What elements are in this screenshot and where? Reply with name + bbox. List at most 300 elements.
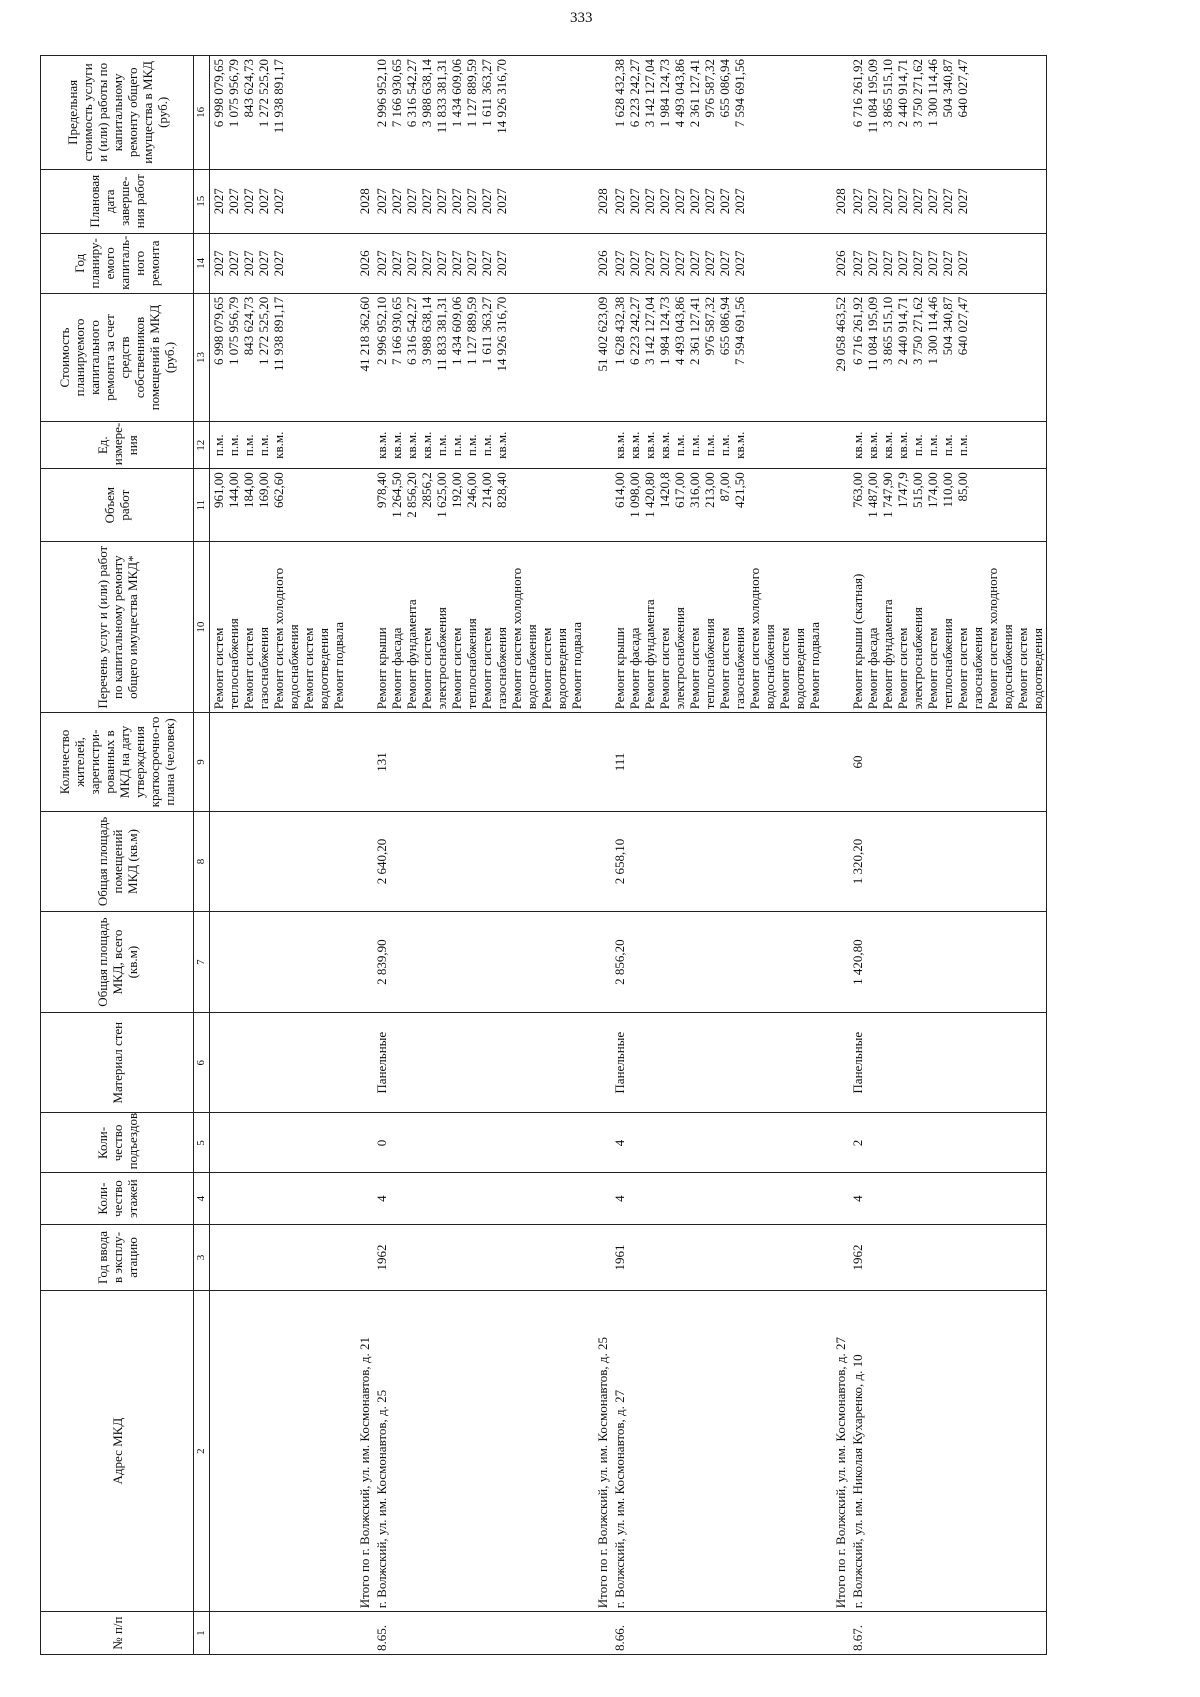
column-number: 8 <box>194 811 210 912</box>
work-volume: 614,00 <box>612 472 627 509</box>
work-limit: 14 926 316,70 <box>494 59 509 134</box>
work-cost: 655 086,94 <box>717 296 732 356</box>
commission-year: 1962 <box>373 1224 585 1290</box>
empty-cell <box>823 1173 849 1224</box>
empty-cell <box>823 1612 849 1655</box>
work-unit: п.м. <box>910 434 925 457</box>
work-unit: п.м. <box>211 434 226 457</box>
empty-cell <box>347 1224 373 1290</box>
wall-material: Панельные <box>611 1012 823 1113</box>
empty-cell <box>347 1612 373 1655</box>
work-work: Ремонт систем теплоснабжения <box>449 618 479 710</box>
column-header: Перечень услуг и (или) работ по капитальному ремонту общего имущества МКД* <box>41 542 194 713</box>
work-end: 2027 <box>955 188 970 215</box>
wall-material: Панельные <box>849 1012 1047 1113</box>
work-unit: кв.м. <box>850 431 865 459</box>
work-work: Ремонт систем водоотведения <box>301 627 331 710</box>
volume-cell <box>210 469 348 542</box>
work-work: Ремонт крыши <box>374 627 389 710</box>
work-end: 2027 <box>850 188 865 215</box>
end-date-cell <box>849 169 1047 233</box>
work-work: Ремонт систем холодного водоснабжения <box>509 567 539 710</box>
work-work: Ремонт систем электроснабжения <box>895 607 925 710</box>
work-unit: кв.м. <box>612 431 627 459</box>
work-volume: 1 487,00 <box>865 472 880 518</box>
work-year: 2027 <box>925 250 940 277</box>
work-cost: 3 750 271,62 <box>910 296 925 366</box>
work-cost: 6 998 079,65 <box>211 296 226 366</box>
work-work: Ремонт систем теплоснабжения <box>687 618 717 710</box>
work-end: 2027 <box>256 188 271 215</box>
work-year: 2027 <box>241 250 256 277</box>
empty-cell <box>347 56 373 170</box>
empty-cell <box>585 422 611 469</box>
empty-cell <box>823 1224 849 1290</box>
empty-cell <box>210 912 348 1013</box>
work-limit: 11 938 891,17 <box>271 59 286 134</box>
work-year: 2027 <box>211 250 226 277</box>
work-unit: п.м. <box>940 434 955 457</box>
column-number: 15 <box>194 169 210 233</box>
work-cost: 11 084 195,09 <box>865 296 880 372</box>
work-unit: кв.м. <box>732 431 747 459</box>
column-header: Количество жителей, зарегистри-рованных в МКД на дату утверждения краткосрочно-го плана (человек) <box>41 713 194 811</box>
empty-cell <box>347 1012 373 1113</box>
work-year: 2027 <box>687 250 702 277</box>
table-row <box>849 56 1047 1655</box>
work-volume: 192,00 <box>449 472 464 509</box>
limit-cost-cell <box>210 56 348 170</box>
residents: 131 <box>373 713 585 811</box>
work-limit: 3 865 515,10 <box>880 59 895 128</box>
work-work: Ремонт крыши <box>612 627 627 710</box>
residents: 111 <box>611 713 823 811</box>
work-unit: п.м. <box>717 434 732 457</box>
work-volume: 246,00 <box>464 472 479 509</box>
unit-cell <box>611 422 823 469</box>
work-volume: 1420,8 <box>657 472 672 509</box>
work-end: 2027 <box>612 188 627 215</box>
work-year: 2027 <box>895 250 910 277</box>
empty-cell <box>823 422 849 469</box>
work-cost: 843 624,73 <box>241 296 256 356</box>
column-number: 16 <box>194 56 210 170</box>
work-cost: 2 996 952,10 <box>374 296 389 366</box>
work-cost: 640 027,47 <box>955 296 970 356</box>
empty-cell <box>823 1113 849 1173</box>
work-limit: 1 611 363,27 <box>479 59 494 127</box>
entrances: 0 <box>373 1113 585 1173</box>
column-number: 12 <box>194 422 210 469</box>
empty-cell <box>585 1012 611 1113</box>
column-number: 13 <box>194 293 210 421</box>
work-limit: 1 434 609,06 <box>449 59 464 128</box>
work-end: 2027 <box>419 188 434 215</box>
row-number: 8.66. <box>611 1612 823 1655</box>
total-cost: 29 058 463,52 <box>823 293 849 421</box>
column-number: 14 <box>194 233 210 293</box>
work-volume: 184,00 <box>241 472 256 509</box>
work-limit: 1 628 432,38 <box>612 59 627 128</box>
works-cell <box>849 542 1047 713</box>
work-end: 2027 <box>657 188 672 215</box>
work-year: 2027 <box>226 250 241 277</box>
work-unit: п.м. <box>955 434 970 457</box>
work-year: 2027 <box>389 250 404 277</box>
work-end: 2027 <box>865 188 880 215</box>
empty-cell <box>585 1612 611 1655</box>
work-volume: 978,40 <box>374 472 389 509</box>
work-end: 2027 <box>271 188 286 215</box>
work-end: 2027 <box>389 188 404 215</box>
work-unit: кв.м. <box>389 431 404 459</box>
work-cost: 6 316 542,27 <box>404 296 419 366</box>
empty-cell <box>585 811 611 912</box>
work-unit: кв.м. <box>374 431 389 459</box>
work-limit: 11 084 195,09 <box>865 59 880 134</box>
work-cost: 3 865 515,10 <box>880 296 895 366</box>
work-end: 2027 <box>642 188 657 215</box>
work-volume: 316,00 <box>687 472 702 509</box>
empty-cell <box>347 469 373 542</box>
volume-cell <box>373 469 585 542</box>
empty-cell <box>347 422 373 469</box>
work-unit: кв.м. <box>419 431 434 459</box>
empty-cell <box>347 912 373 1013</box>
column-header: Объем работ <box>41 469 194 542</box>
work-cost: 1 127 889,59 <box>464 296 479 366</box>
empty-cell <box>823 469 849 542</box>
empty-cell <box>347 1173 373 1224</box>
work-year: 2027 <box>642 250 657 277</box>
work-cost: 1 984 124,73 <box>657 296 672 366</box>
work-cost: 3 988 638,14 <box>419 296 434 366</box>
work-year: 2027 <box>940 250 955 277</box>
column-header: Общая площадь МКД, всего (кв.м) <box>41 912 194 1013</box>
work-work: Ремонт фасада <box>627 627 642 710</box>
empty-cell <box>585 1113 611 1173</box>
total-label: Итого по г. Волжский, ул. им. Космонавтов, д. 21 <box>347 1291 373 1612</box>
work-volume: 1 747,90 <box>880 472 895 518</box>
limit-cost-cell <box>373 56 585 170</box>
work-year: 2027 <box>612 250 627 277</box>
total-year: 2026 <box>347 233 373 293</box>
empty-cell <box>585 912 611 1013</box>
work-year: 2027 <box>627 250 642 277</box>
work-cost: 976 587,32 <box>702 296 717 356</box>
empty-cell <box>823 713 849 811</box>
work-work: Ремонт систем газоснабжения <box>717 627 747 710</box>
work-limit: 6 998 079,65 <box>211 59 226 128</box>
work-volume: 1 625,00 <box>434 472 449 518</box>
work-limit: 3 988 638,14 <box>419 59 434 128</box>
total-area: 1 420,80 <box>849 912 1047 1013</box>
work-end: 2027 <box>732 188 747 215</box>
column-header: № п/п <box>41 1612 194 1655</box>
work-work: Ремонт систем холодного водоснабжения <box>747 567 777 710</box>
work-year: 2027 <box>850 250 865 277</box>
column-number: 4 <box>194 1173 210 1224</box>
end-date-cell <box>611 169 823 233</box>
work-end: 2027 <box>627 188 642 215</box>
floors: 4 <box>611 1173 823 1224</box>
total-area: 2 839,90 <box>373 912 585 1013</box>
total-cost: 41 218 362,60 <box>347 293 373 421</box>
cost-cell <box>373 293 585 421</box>
work-volume: 1747,9 <box>895 472 910 509</box>
work-work: Ремонт систем теплоснабжения <box>925 618 955 710</box>
column-header: Год ввода в эксплу-атацию <box>41 1224 194 1290</box>
work-cost: 504 340,87 <box>940 296 955 356</box>
work-cost: 4 493 043,86 <box>672 296 687 366</box>
column-number: 2 <box>194 1291 210 1612</box>
wall-material: Панельные <box>373 1012 585 1113</box>
work-limit: 2 996 952,10 <box>374 59 389 128</box>
year-cell <box>373 233 585 293</box>
empty-cell <box>210 1612 348 1655</box>
row-number: 8.65. <box>373 1612 585 1655</box>
work-volume: 961,00 <box>211 472 226 509</box>
work-volume: 169,00 <box>256 472 271 509</box>
work-limit: 655 086,94 <box>717 59 732 118</box>
work-unit: п.м. <box>449 434 464 457</box>
empty-cell <box>210 1173 348 1224</box>
work-cost: 7 166 930,65 <box>389 296 404 366</box>
work-year: 2027 <box>657 250 672 277</box>
work-end: 2027 <box>925 188 940 215</box>
work-volume: 515,00 <box>910 472 925 509</box>
limit-cost-cell <box>849 56 1047 170</box>
work-volume: 662,60 <box>271 472 286 509</box>
column-header: Общая площадь помещений МКД (кв.м) <box>41 811 194 912</box>
table-row <box>373 56 585 1655</box>
work-work: Ремонт систем газоснабжения <box>241 627 271 710</box>
work-year: 2027 <box>256 250 271 277</box>
total-year: 2026 <box>585 233 611 293</box>
column-header: Материал стен <box>41 1012 194 1113</box>
work-unit: п.м. <box>434 434 449 457</box>
work-unit: п.м. <box>925 434 940 457</box>
work-limit: 2 361 127,41 <box>687 59 702 128</box>
work-work: Ремонт систем газоснабжения <box>479 627 509 710</box>
work-volume: 828,40 <box>494 472 509 509</box>
work-work: Ремонт подвала <box>331 622 346 710</box>
work-end: 2027 <box>702 188 717 215</box>
work-limit: 3 142 127,04 <box>642 59 657 128</box>
column-header: Предельная стоимость услуги и (или) работы по капитальному ремонту общего имущества в МКД (руб.) <box>41 56 194 170</box>
work-unit: п.м. <box>479 434 494 457</box>
work-cost: 3 142 127,04 <box>642 296 657 366</box>
column-number: 9 <box>194 713 210 811</box>
work-volume: 1 420,80 <box>642 472 657 518</box>
work-unit: кв.м. <box>657 431 672 459</box>
column-number: 11 <box>194 469 210 542</box>
works-cell <box>373 542 585 713</box>
column-number: 1 <box>194 1612 210 1655</box>
work-year: 2027 <box>449 250 464 277</box>
empty-cell <box>585 1173 611 1224</box>
work-unit: кв.м. <box>271 431 286 459</box>
work-unit: п.м. <box>241 434 256 457</box>
work-year: 2027 <box>672 250 687 277</box>
commission-year: 1961 <box>611 1224 823 1290</box>
work-unit: кв.м. <box>404 431 419 459</box>
column-header: Стоимость планируемого капитального ремонта за счет средств собственников помещений в МКД (руб.) <box>41 293 194 421</box>
work-limit: 843 624,73 <box>241 59 256 118</box>
empty-cell <box>347 542 373 713</box>
capital-repair-table <box>40 55 1047 1655</box>
work-end: 2027 <box>717 188 732 215</box>
empty-cell <box>823 1012 849 1113</box>
work-year: 2027 <box>880 250 895 277</box>
work-limit: 11 833 381,31 <box>434 59 449 134</box>
work-end: 2027 <box>449 188 464 215</box>
floors: 4 <box>849 1173 1047 1224</box>
column-number: 5 <box>194 1113 210 1173</box>
total-year: 2026 <box>823 233 849 293</box>
work-cost: 1 628 432,38 <box>612 296 627 366</box>
work-limit: 6 223 242,27 <box>627 59 642 128</box>
cost-cell <box>849 293 1047 421</box>
work-volume: 421,50 <box>732 472 747 509</box>
work-unit: п.м. <box>672 434 687 457</box>
total-end: 2028 <box>347 169 373 233</box>
row-number: 8.67. <box>849 1612 1047 1655</box>
work-end: 2027 <box>241 188 256 215</box>
total-end: 2028 <box>823 169 849 233</box>
work-year: 2027 <box>955 250 970 277</box>
column-header: Коли-чество этажей <box>41 1173 194 1224</box>
works-cell <box>210 542 348 713</box>
work-limit: 976 587,32 <box>702 59 717 118</box>
column-number: 3 <box>194 1224 210 1290</box>
work-work: Ремонт систем холодного водоснабжения <box>271 567 301 710</box>
work-end: 2027 <box>479 188 494 215</box>
table-row <box>611 56 823 1655</box>
volume-cell <box>611 469 823 542</box>
work-work: Ремонт систем водоотведения <box>539 627 569 710</box>
column-header: Адрес МКД <box>41 1291 194 1612</box>
work-year: 2027 <box>732 250 747 277</box>
work-year: 2027 <box>271 250 286 277</box>
address: г. Волжский, ул. им. Космонавтов, д. 25 <box>373 1291 585 1612</box>
entrances: 4 <box>611 1113 823 1173</box>
work-work: Ремонт крыши (скатная) <box>850 573 865 710</box>
rooms-area: 2 640,20 <box>373 811 585 912</box>
limit-cost-cell <box>611 56 823 170</box>
works-cell <box>611 542 823 713</box>
work-limit: 6 316 542,27 <box>404 59 419 128</box>
empty-cell <box>585 713 611 811</box>
column-number: 10 <box>194 542 210 713</box>
page-number: 333 <box>570 10 593 26</box>
work-work: Ремонт систем газоснабжения <box>955 627 985 710</box>
work-cost: 6 716 261,92 <box>850 296 865 366</box>
empty-cell <box>210 1291 348 1612</box>
work-limit: 2 440 914,71 <box>895 59 910 128</box>
work-cost: 14 926 316,70 <box>494 296 509 372</box>
work-volume: 2856,2 <box>419 472 434 509</box>
column-number: 6 <box>194 1012 210 1113</box>
empty-cell <box>347 713 373 811</box>
work-limit: 7 594 691,56 <box>732 59 747 128</box>
work-work: Ремонт подвала <box>807 622 822 710</box>
work-cost: 1 434 609,06 <box>449 296 464 366</box>
work-work: Ремонт систем электроснабжения <box>419 607 449 710</box>
work-work: Ремонт фундамента <box>642 599 657 710</box>
work-work: Ремонт систем теплоснабжения <box>211 618 241 710</box>
work-cost: 2 440 914,71 <box>895 296 910 366</box>
cost-cell <box>611 293 823 421</box>
work-volume: 1 098,00 <box>627 472 642 518</box>
work-unit: кв.м. <box>627 431 642 459</box>
empty-cell <box>347 1113 373 1173</box>
column-number: 7 <box>194 912 210 1013</box>
work-volume: 144,00 <box>226 472 241 509</box>
work-end: 2027 <box>494 188 509 215</box>
work-cost: 6 223 242,27 <box>627 296 642 366</box>
work-volume: 1 264,50 <box>389 472 404 518</box>
work-work: Ремонт фасада <box>865 627 880 710</box>
total-label: Итого по г. Волжский, ул. им. Космонавтов, д. 27 <box>823 1291 849 1612</box>
empty-cell <box>210 1224 348 1290</box>
empty-cell <box>585 56 611 170</box>
work-unit: п.м. <box>256 434 271 457</box>
work-volume: 763,00 <box>850 472 865 509</box>
work-volume: 85,00 <box>955 472 970 502</box>
work-cost: 2 361 127,41 <box>687 296 702 366</box>
work-end: 2027 <box>940 188 955 215</box>
empty-cell <box>585 469 611 542</box>
empty-cell <box>823 542 849 713</box>
year-cell <box>611 233 823 293</box>
rotated-table-container <box>40 55 1140 1655</box>
commission-year: 1962 <box>849 1224 1047 1290</box>
entrances: 2 <box>849 1113 1047 1173</box>
work-cost: 11 833 381,31 <box>434 296 449 372</box>
rooms-area: 1 320,20 <box>849 811 1047 912</box>
work-limit: 504 340,87 <box>940 59 955 118</box>
volume-cell <box>849 469 1047 542</box>
work-work: Ремонт систем электроснабжения <box>657 607 687 710</box>
work-unit: кв.м. <box>880 431 895 459</box>
work-unit: кв.м. <box>865 431 880 459</box>
work-end: 2027 <box>910 188 925 215</box>
work-volume: 214,00 <box>479 472 494 509</box>
work-end: 2027 <box>226 188 241 215</box>
address: г. Волжский, ул. им. Космонавтов, д. 27 <box>611 1291 823 1612</box>
empty-cell <box>210 1113 348 1173</box>
work-unit: кв.м. <box>895 431 910 459</box>
empty-cell <box>210 1012 348 1113</box>
work-unit: кв.м. <box>494 431 509 459</box>
column-header: Год планиру-емого капиталь-ного ремонта <box>41 233 194 293</box>
work-work: Ремонт фундамента <box>880 599 895 710</box>
empty-cell <box>823 56 849 170</box>
work-unit: п.м. <box>226 434 241 457</box>
work-cost: 7 594 691,56 <box>732 296 747 366</box>
work-year: 2027 <box>404 250 419 277</box>
table-row <box>210 56 348 1655</box>
total-label: Итого по г. Волжский, ул. им. Космонавтов, д. 25 <box>585 1291 611 1612</box>
work-end: 2027 <box>464 188 479 215</box>
work-unit: кв.м. <box>642 431 657 459</box>
cost-cell <box>210 293 348 421</box>
work-limit: 1 272 525,20 <box>256 59 271 128</box>
work-year: 2027 <box>419 250 434 277</box>
work-cost: 1 300 114,46 <box>925 296 940 365</box>
empty-cell <box>210 713 348 811</box>
